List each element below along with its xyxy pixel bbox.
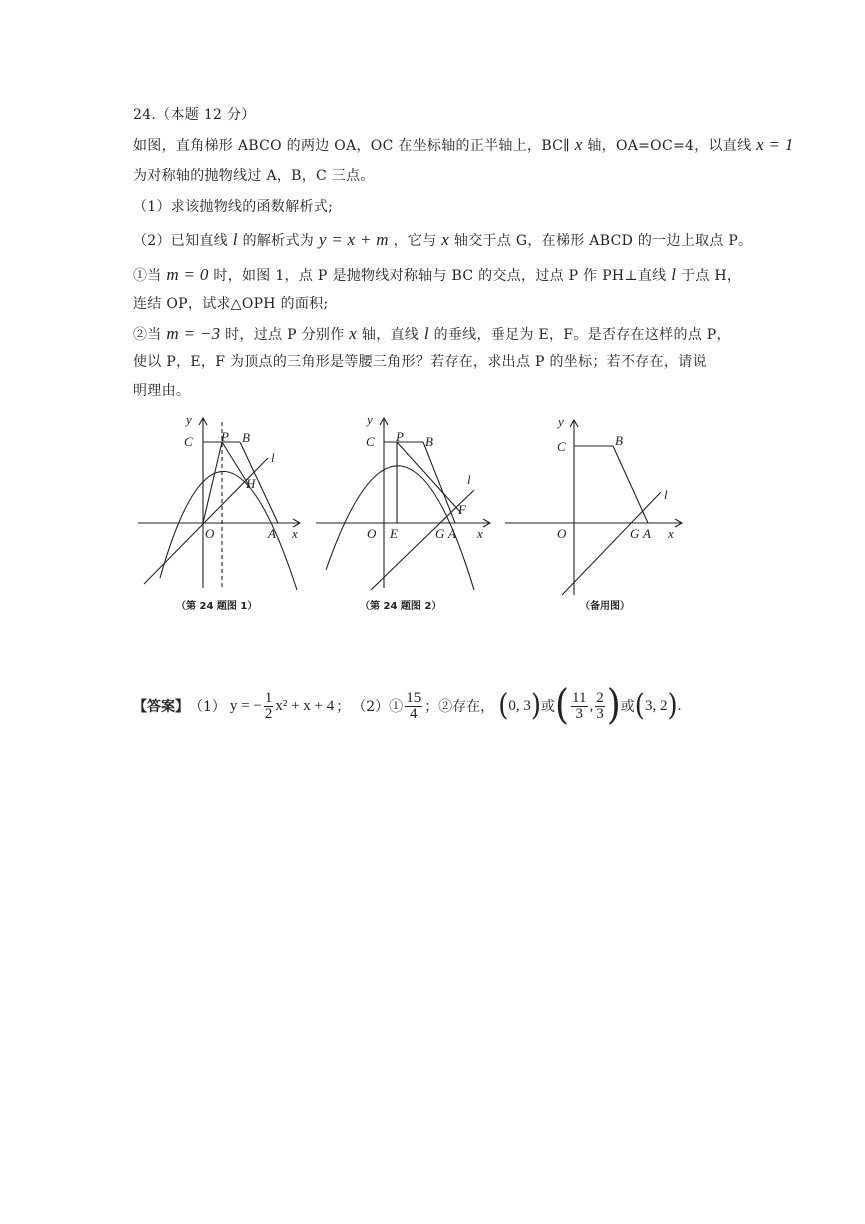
fig3-label-a: A (643, 526, 651, 541)
c1-eq: m = 0 (166, 265, 209, 284)
problem-intro (133, 135, 794, 156)
c2-text-c: 轴，直线 (361, 327, 420, 343)
c2-text-d: 的垂线，垂足为 E，F。是否存在这样的点 P， (433, 327, 731, 343)
answer-point-1: 0, 3 (508, 697, 531, 714)
q2-text-d: 轴交于点 G，在梯形 ABCD 的一边上取点 P。 (453, 233, 753, 249)
fig3-caption: （备用图） (580, 601, 630, 612)
answer-pt2-close-paren: ) (606, 681, 621, 729)
c1-text-c: 于点 H， (681, 268, 742, 284)
intro-x: x (574, 135, 583, 154)
answer-f1-prefix: y = − (229, 697, 262, 714)
answer-point-3: 3, 2 (644, 697, 668, 714)
fig2-label-a: A (448, 526, 456, 541)
answer-line (133, 681, 682, 729)
q2-text-c: ，它与 (393, 233, 437, 249)
fig3-label-g: G (630, 526, 640, 541)
c1-l: l (671, 265, 677, 284)
question-2 (133, 230, 752, 251)
c2-text-a: ②当 (133, 327, 162, 343)
fig2-label-b: B (425, 434, 433, 449)
fig2-label-g: G (435, 526, 445, 541)
answer-pt2-y-den: 3 (596, 705, 604, 722)
answer-sep1: ； (336, 699, 351, 715)
answer-pt1-close-paren: ) (530, 688, 541, 724)
fig3-label-y: y (558, 414, 564, 429)
q2-l: l (232, 230, 238, 249)
fig2-label-f: F (458, 502, 466, 517)
case-2-line3: 明理由。 (133, 383, 191, 399)
fig1-parabola (160, 471, 297, 590)
c1-text-b: 时，如图 1，点 P 是抛物线对称轴与 BC 的交点，过点 P 作 PH⊥直线 (213, 268, 667, 284)
fig1-label-y: y (186, 412, 192, 427)
intro-axis-eq: x = 1 (756, 135, 794, 154)
fig2-label-l: l (467, 472, 471, 487)
intro-text-a: 如图，直角梯形 ABCO 的两边 OA，OC 在坐标轴的正半轴上，BC∥ (133, 138, 570, 154)
fig1-caption: （第 24 题图 1） (176, 601, 258, 612)
figure-1 (138, 418, 300, 590)
fig2-label-x: x (477, 526, 483, 541)
fig3-label-o: O (557, 526, 567, 541)
fig2-segment-ba (423, 442, 455, 523)
answer-area-num: 15 (406, 689, 422, 706)
answer-or2: 或 (620, 699, 635, 715)
fig3-label-c: C (557, 439, 566, 454)
answer-pt3-close-paren: ) (667, 688, 678, 724)
fig1-label-l: l (271, 450, 275, 465)
q2-x: x (441, 230, 450, 249)
case-1-line2: 连结 OP，试求△OPH 的面积; (133, 296, 329, 312)
answer-pt2-comma: , (589, 697, 594, 714)
fig1-segment-op (203, 442, 222, 523)
answer-sep2: ；②存在， (424, 699, 495, 715)
fig1-label-p: P (221, 429, 229, 444)
answer-pt3-open-paren: ( (634, 688, 645, 724)
answer-f1-fraction (264, 691, 274, 722)
case-2-line2: 使以 P，E，F 为顶点的三角形是等腰三角形？若存在，求出点 P 的坐标；若不存在，请说 (133, 354, 707, 370)
q2-line-eq: y = x + m (318, 230, 389, 249)
answer-end: . (677, 697, 682, 714)
answer-area-den: 4 (409, 705, 418, 722)
c2-l: l (423, 324, 429, 343)
answer-pt2-x-num: 11 (572, 689, 587, 706)
answer-area-fraction (405, 691, 422, 722)
c2-text-b: 时，过点 P 分别作 (225, 327, 345, 343)
fig3-line-l (562, 492, 661, 595)
fig1-label-h: H (246, 476, 256, 491)
answer-pt1-open-paren: ( (498, 688, 509, 724)
answer-pt2-x (571, 691, 587, 722)
answer-f1-den: 2 (264, 705, 273, 722)
case-1 (133, 265, 741, 286)
answer-or1: 或 (541, 699, 555, 715)
fig2-label-c: C (366, 434, 375, 449)
fig2-label-p: P (396, 429, 404, 444)
fig1-label-x: x (292, 526, 298, 541)
fig1-label-c: C (184, 434, 193, 449)
answer-pt2-y-num: 2 (596, 689, 604, 706)
fig1-label-a: A (268, 526, 276, 541)
problem-header: 24.（本题 12 分） (133, 107, 256, 123)
question-1: （1）求该抛物线的函数解析式; (133, 199, 334, 215)
answer-part1-label: （1） (189, 699, 226, 715)
fig3-label-b: B (615, 433, 623, 448)
fig1-label-o: O (205, 526, 215, 541)
answer-f1-rest: x² + x + 4 (275, 697, 335, 714)
fig1-label-b: B (242, 430, 250, 445)
answer-part2-label: （2）① (352, 699, 404, 715)
c1-text-a: ①当 (133, 268, 162, 284)
figure-1-labels (184, 412, 298, 541)
figures (0, 410, 865, 620)
fig2-label-o: O (367, 526, 377, 541)
case-2 (133, 324, 731, 345)
problem-intro-line2: 为对称轴的抛物线过 A，B，C 三点。 (133, 168, 375, 184)
intro-text-b: 轴，OA=OC=4，以直线 (587, 138, 752, 154)
figure-2-labels (365, 412, 483, 541)
fig2-segment-pf (397, 442, 461, 513)
fig2-caption: （第 24 题图 2） (360, 601, 442, 612)
fig2-label-e: E (390, 526, 398, 541)
q2-text-a: （2）已知直线 (133, 233, 229, 249)
q2-text-b: 的解析式为 (242, 233, 315, 249)
c2-x: x (349, 324, 358, 343)
answer-pt2-y (595, 691, 605, 722)
answer-f1-num: 1 (264, 689, 273, 706)
answer-label: 【答案】 (133, 699, 189, 715)
c2-eq: m = −3 (166, 324, 221, 343)
answer-pt2-open-paren: ( (555, 681, 570, 729)
fig3-label-x: x (668, 526, 674, 541)
fig2-label-y: y (367, 412, 373, 427)
figure-3 (505, 420, 682, 595)
answer-pt2-x-den: 3 (575, 705, 584, 722)
fig3-label-l: l (664, 487, 668, 502)
